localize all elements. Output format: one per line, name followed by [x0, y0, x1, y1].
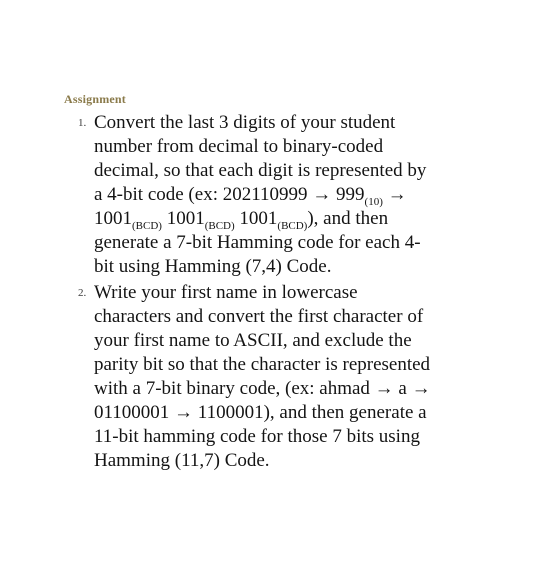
text-run: →: [382, 184, 407, 205]
text-line: [94, 231, 484, 255]
text-line: [94, 449, 484, 473]
text-line: [94, 401, 484, 425]
text-run: 1001: [94, 208, 132, 229]
text-line: [94, 135, 484, 159]
text-run: Convert the last 3 digits of your student: [94, 112, 396, 133]
assignment-document: [64, 92, 484, 475]
text-run: decimal, so that each digit is represented by: [94, 160, 427, 181]
text-run: your first name to ASCII, and exclude the: [94, 330, 412, 351]
text-run: characters and convert the first character of: [94, 306, 424, 327]
assignment-item-1: [64, 111, 484, 279]
subscript-text: (BCD): [277, 220, 308, 232]
subscript-text: (BCD): [204, 220, 235, 232]
text-run: a 4-bit code (ex: 202110999 → 999: [94, 184, 365, 205]
text-run: Write your first name in lowercase: [94, 282, 358, 303]
text-line: [94, 159, 484, 183]
item-text: [94, 111, 484, 279]
text-run: 01100001 → 1100001), and then generate a: [94, 402, 427, 423]
text-run: with a 7-bit binary code, (ex: ahmad → a →: [94, 378, 431, 399]
text-run: generate a 7-bit Hamming code for each 4-: [94, 232, 421, 253]
text-line: [94, 377, 484, 401]
text-line: [94, 183, 484, 207]
text-line: [94, 111, 484, 135]
text-line: [94, 425, 484, 449]
text-run: 11-bit hamming code for those 7 bits using: [94, 426, 420, 447]
item-number: 2.: [78, 287, 87, 299]
subscript-text: (10): [364, 196, 383, 208]
subscript-text: (BCD): [132, 220, 162, 232]
text-run: 1001: [161, 208, 205, 229]
text-run: parity bit so that the character is represented: [94, 354, 431, 375]
text-line: [94, 207, 484, 231]
text-run: bit using Hamming (7,4) Code.: [94, 256, 332, 277]
assignment-item-2: [64, 281, 484, 473]
text-line: [94, 281, 484, 305]
text-line: [94, 353, 484, 377]
item-number: 1.: [78, 117, 87, 129]
text-run: ), and then: [307, 208, 389, 229]
item-text: [94, 281, 484, 473]
assignment-heading: Assignment: [64, 92, 127, 106]
text-line: [94, 305, 484, 329]
text-run: Hamming (11,7) Code.: [94, 450, 270, 471]
text-run: 1001: [234, 208, 278, 229]
text-line: [94, 255, 484, 279]
text-line: [94, 329, 484, 353]
text-run: number from decimal to binary-coded: [94, 136, 384, 157]
